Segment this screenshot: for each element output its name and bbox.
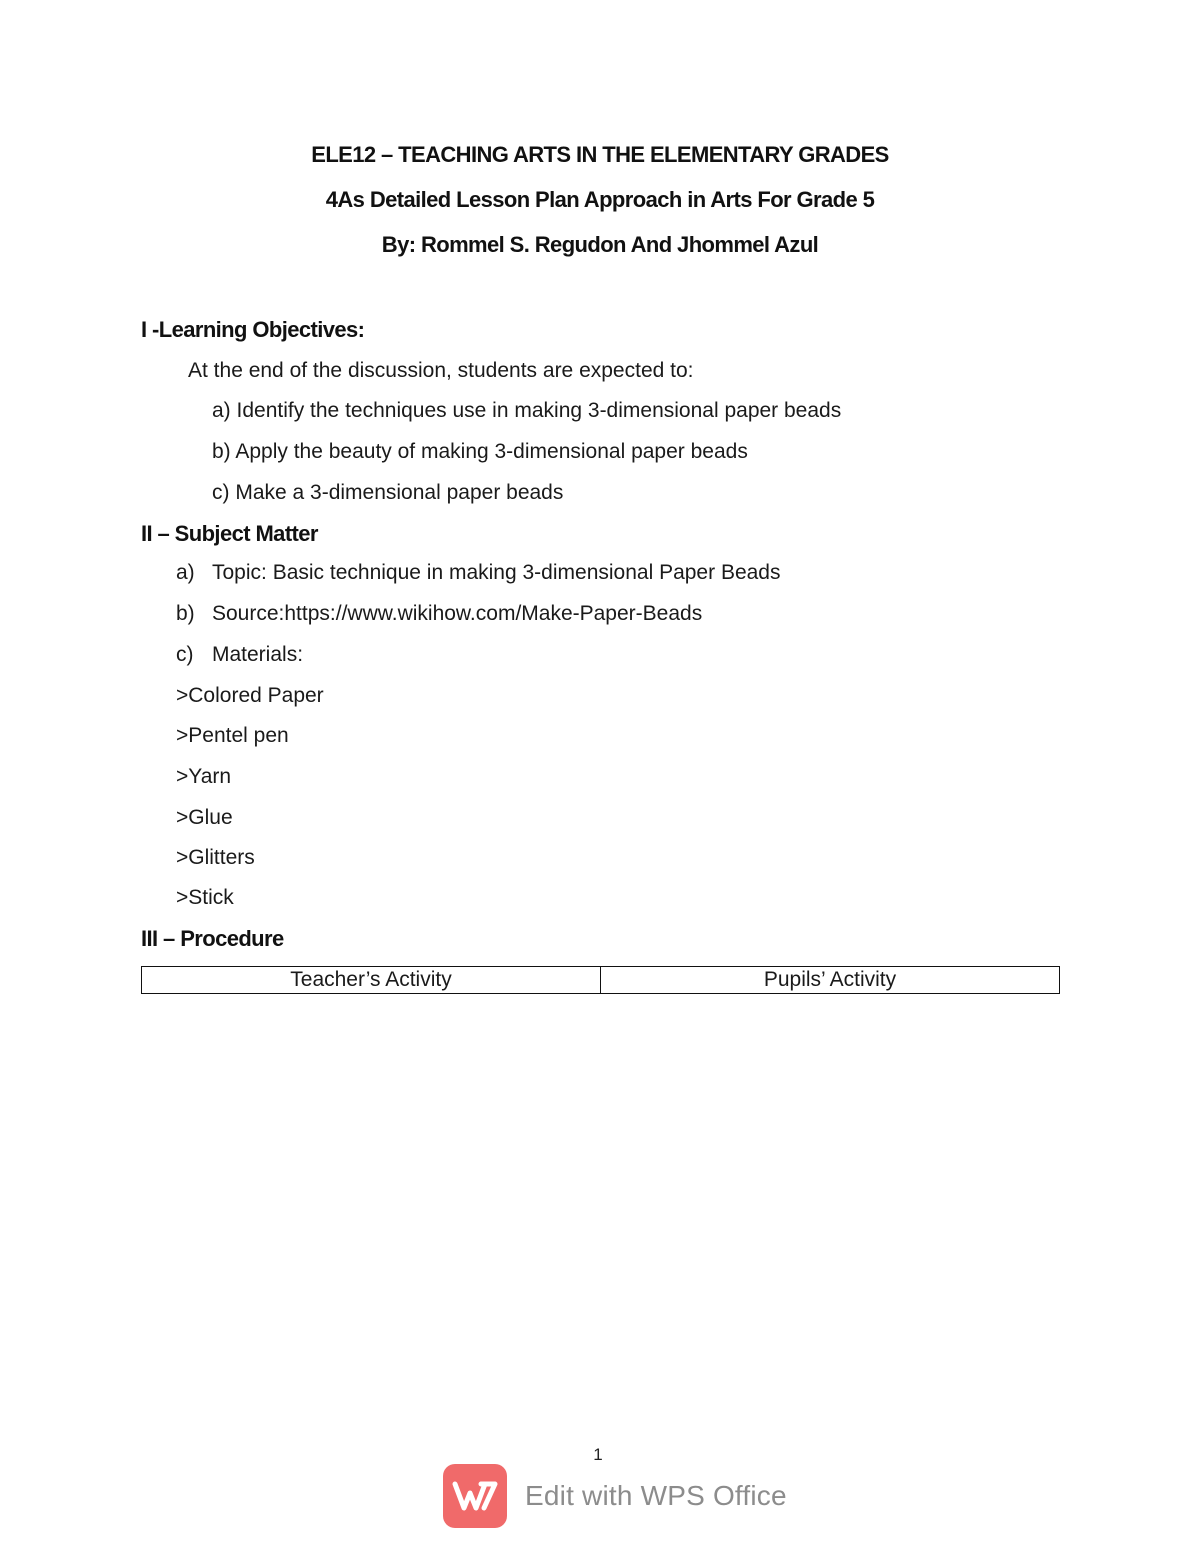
item-label: b) xyxy=(176,602,195,625)
objective-item: a) Identify the techniques use in making 3-dimensional paper beads xyxy=(212,399,842,422)
subject-matter-heading: II – Subject Matter xyxy=(141,521,318,546)
objectives-intro: At the end of the discussion, students are expected to: xyxy=(188,359,694,382)
course-title: ELE12 – TEACHING ARTS IN THE ELEMENTARY GRADES xyxy=(311,142,889,167)
wps-edit-label: Edit with WPS Office xyxy=(525,1480,787,1511)
objectives-heading: I -Learning Objectives: xyxy=(141,317,365,342)
wps-watermark[interactable] xyxy=(443,1464,787,1528)
wps-office-logo-icon xyxy=(443,1464,507,1528)
material-item: >Glue xyxy=(176,806,233,829)
item-text: Materials: xyxy=(212,643,304,666)
authors-line: By: Rommel S. Regudon And Jhommel Azul xyxy=(381,232,819,257)
subject-matter-item xyxy=(176,561,781,585)
subject-matter-item xyxy=(176,602,702,626)
item-label: a) xyxy=(176,561,195,584)
item-text: Topic: Basic technique in making 3-dimensional Paper Beads xyxy=(212,561,781,584)
procedure-heading: III – Procedure xyxy=(141,926,284,951)
material-item: >Yarn xyxy=(176,765,232,788)
page-number: 1 xyxy=(593,1445,603,1464)
material-item: >Colored Paper xyxy=(176,684,324,707)
procedure-table xyxy=(141,966,1060,994)
lesson-plan-subtitle: 4As Detailed Lesson Plan Approach in Arts For Grade 5 xyxy=(325,187,875,212)
teacher-activity-header: Teacher’s Activity xyxy=(142,967,601,994)
objective-item: c) Make a 3-dimensional paper beads xyxy=(212,481,564,504)
subject-matter-item xyxy=(176,643,303,667)
objective-item: b) Apply the beauty of making 3-dimensional paper beads xyxy=(212,440,748,463)
pupils-activity-header: Pupils’ Activity xyxy=(601,967,1060,994)
table-header-row xyxy=(142,967,1060,994)
item-text: Source:https://www.wikihow.com/Make-Paper-Beads xyxy=(212,602,703,625)
material-item: >Stick xyxy=(176,886,234,909)
material-item: >Pentel pen xyxy=(176,724,289,747)
item-label: c) xyxy=(176,643,194,666)
material-item: >Glitters xyxy=(176,846,255,869)
